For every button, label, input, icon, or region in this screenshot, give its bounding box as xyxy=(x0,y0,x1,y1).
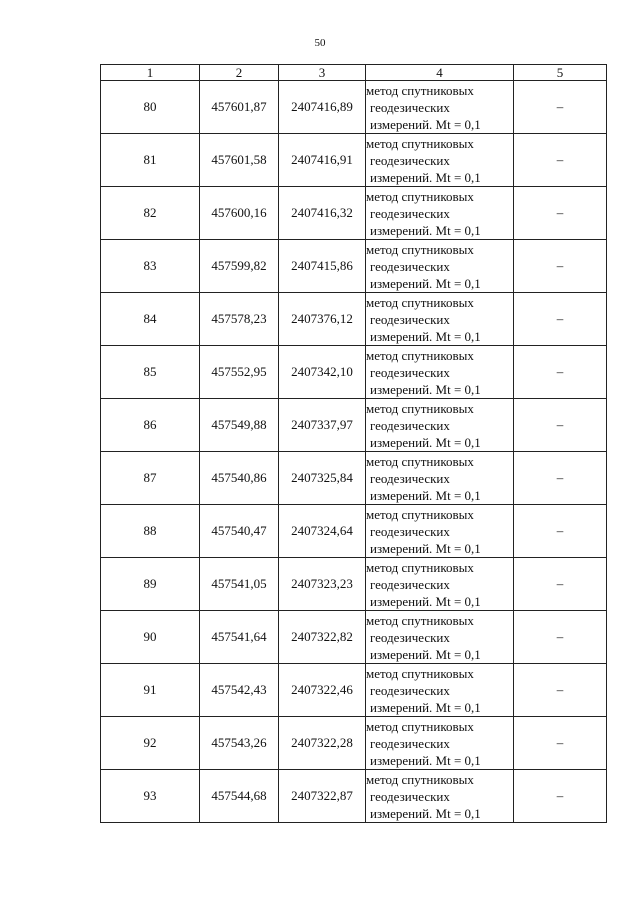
method-line: метод спутниковых xyxy=(366,559,474,575)
method-line: геодезических xyxy=(370,152,450,168)
table-header xyxy=(101,65,607,81)
header-cell-3: 3 xyxy=(279,65,366,81)
method-line: геодезических xyxy=(370,629,450,645)
point-number-cell: 91 xyxy=(101,664,200,717)
point-number-cell: 89 xyxy=(101,558,200,611)
method-line: метод спутниковых xyxy=(366,400,474,416)
method-line: геодезических xyxy=(370,258,450,274)
x-coordinate-cell: 457540,47 xyxy=(200,505,279,558)
method-line: измерений. Mt = 0,1 xyxy=(370,752,481,768)
method-line: измерений. Mt = 0,1 xyxy=(370,222,481,238)
method-line: измерений. Mt = 0,1 xyxy=(370,381,481,397)
method-line: измерений. Mt = 0,1 xyxy=(370,699,481,715)
column-5-cell: – xyxy=(514,664,607,717)
method-line: метод спутниковых xyxy=(366,135,474,151)
point-number-cell: 93 xyxy=(101,770,200,823)
method-cell xyxy=(366,717,514,770)
table-row xyxy=(101,134,607,187)
method-cell xyxy=(366,187,514,240)
method-cell xyxy=(366,505,514,558)
method-line: измерений. Mt = 0,1 xyxy=(370,116,481,132)
method-line: метод спутниковых xyxy=(366,82,474,98)
method-line: геодезических xyxy=(370,788,450,804)
method-line: метод спутниковых xyxy=(366,612,474,628)
point-number-cell: 87 xyxy=(101,452,200,505)
method-line: метод спутниковых xyxy=(366,347,474,363)
x-coordinate-cell: 457601,58 xyxy=(200,134,279,187)
y-coordinate-cell: 2407416,89 xyxy=(279,81,366,134)
x-coordinate-cell: 457578,23 xyxy=(200,293,279,346)
method-cell xyxy=(366,611,514,664)
method-line: измерений. Mt = 0,1 xyxy=(370,328,481,344)
method-line: геодезических xyxy=(370,735,450,751)
point-number-cell: 83 xyxy=(101,240,200,293)
table-row xyxy=(101,770,607,823)
x-coordinate-cell: 457543,26 xyxy=(200,717,279,770)
header-cell-1: 1 xyxy=(101,65,200,81)
y-coordinate-cell: 2407322,28 xyxy=(279,717,366,770)
page-number: 50 xyxy=(314,37,326,49)
table-row xyxy=(101,399,607,452)
point-number-cell: 80 xyxy=(101,81,200,134)
y-coordinate-cell: 2407322,87 xyxy=(279,770,366,823)
table-row xyxy=(101,293,607,346)
method-line: геодезических xyxy=(370,311,450,327)
method-line: геодезических xyxy=(370,417,450,433)
point-number-cell: 88 xyxy=(101,505,200,558)
y-coordinate-cell: 2407376,12 xyxy=(279,293,366,346)
method-line: метод спутниковых xyxy=(366,453,474,469)
x-coordinate-cell: 457600,16 xyxy=(200,187,279,240)
y-coordinate-cell: 2407323,23 xyxy=(279,558,366,611)
table-row xyxy=(101,611,607,664)
x-coordinate-cell: 457601,87 xyxy=(200,81,279,134)
x-coordinate-cell: 457541,05 xyxy=(200,558,279,611)
table-row xyxy=(101,717,607,770)
method-line: геодезических xyxy=(370,470,450,486)
point-number-cell: 86 xyxy=(101,399,200,452)
method-line: измерений. Mt = 0,1 xyxy=(370,540,481,556)
table-row xyxy=(101,664,607,717)
x-coordinate-cell: 457541,64 xyxy=(200,611,279,664)
column-5-cell: – xyxy=(514,611,607,664)
method-line: геодезических xyxy=(370,364,450,380)
table-row xyxy=(101,81,607,134)
method-line: геодезических xyxy=(370,205,450,221)
column-5-cell: – xyxy=(514,558,607,611)
method-cell xyxy=(366,134,514,187)
method-line: метод спутниковых xyxy=(366,771,474,787)
method-cell xyxy=(366,81,514,134)
point-number-cell: 85 xyxy=(101,346,200,399)
header-cell-4: 4 xyxy=(366,65,514,81)
method-line: измерений. Mt = 0,1 xyxy=(370,593,481,609)
table-row xyxy=(101,558,607,611)
point-number-cell: 82 xyxy=(101,187,200,240)
method-line: геодезических xyxy=(370,682,450,698)
method-line: геодезических xyxy=(370,523,450,539)
method-line: метод спутниковых xyxy=(366,718,474,734)
table-row xyxy=(101,240,607,293)
method-cell xyxy=(366,293,514,346)
column-5-cell: – xyxy=(514,187,607,240)
method-line: метод спутниковых xyxy=(366,665,474,681)
y-coordinate-cell: 2407416,32 xyxy=(279,187,366,240)
coordinates-table xyxy=(100,64,607,823)
method-cell xyxy=(366,452,514,505)
column-5-cell: – xyxy=(514,505,607,558)
column-5-cell: – xyxy=(514,452,607,505)
method-cell xyxy=(366,240,514,293)
y-coordinate-cell: 2407416,91 xyxy=(279,134,366,187)
table-body xyxy=(101,81,607,823)
table-row xyxy=(101,187,607,240)
y-coordinate-cell: 2407324,64 xyxy=(279,505,366,558)
method-cell xyxy=(366,346,514,399)
column-5-cell: – xyxy=(514,770,607,823)
x-coordinate-cell: 457544,68 xyxy=(200,770,279,823)
method-cell xyxy=(366,399,514,452)
table-row xyxy=(101,452,607,505)
method-cell xyxy=(366,664,514,717)
method-cell xyxy=(366,558,514,611)
method-line: геодезических xyxy=(370,576,450,592)
header-cell-5: 5 xyxy=(514,65,607,81)
point-number-cell: 84 xyxy=(101,293,200,346)
point-number-cell: 92 xyxy=(101,717,200,770)
column-5-cell: – xyxy=(514,240,607,293)
x-coordinate-cell: 457599,82 xyxy=(200,240,279,293)
x-coordinate-cell: 457549,88 xyxy=(200,399,279,452)
point-number-cell: 90 xyxy=(101,611,200,664)
method-line: метод спутниковых xyxy=(366,294,474,310)
y-coordinate-cell: 2407322,46 xyxy=(279,664,366,717)
column-5-cell: – xyxy=(514,81,607,134)
y-coordinate-cell: 2407322,82 xyxy=(279,611,366,664)
column-5-cell: – xyxy=(514,717,607,770)
column-5-cell: – xyxy=(514,399,607,452)
method-line: измерений. Mt = 0,1 xyxy=(370,487,481,503)
column-5-cell: – xyxy=(514,346,607,399)
x-coordinate-cell: 457540,86 xyxy=(200,452,279,505)
point-number-cell: 81 xyxy=(101,134,200,187)
column-5-cell: – xyxy=(514,293,607,346)
method-line: метод спутниковых xyxy=(366,241,474,257)
x-coordinate-cell: 457542,43 xyxy=(200,664,279,717)
method-cell xyxy=(366,770,514,823)
method-line: измерений. Mt = 0,1 xyxy=(370,169,481,185)
y-coordinate-cell: 2407415,86 xyxy=(279,240,366,293)
method-line: измерений. Mt = 0,1 xyxy=(370,646,481,662)
x-coordinate-cell: 457552,95 xyxy=(200,346,279,399)
method-line: метод спутниковых xyxy=(366,188,474,204)
method-line: измерений. Mt = 0,1 xyxy=(370,805,481,821)
y-coordinate-cell: 2407337,97 xyxy=(279,399,366,452)
method-line: измерений. Mt = 0,1 xyxy=(370,275,481,291)
column-5-cell: – xyxy=(514,134,607,187)
method-line: геодезических xyxy=(370,99,450,115)
table-row xyxy=(101,346,607,399)
method-line: измерений. Mt = 0,1 xyxy=(370,434,481,450)
y-coordinate-cell: 2407325,84 xyxy=(279,452,366,505)
header-cell-2: 2 xyxy=(200,65,279,81)
method-line: метод спутниковых xyxy=(366,506,474,522)
table-row xyxy=(101,505,607,558)
y-coordinate-cell: 2407342,10 xyxy=(279,346,366,399)
header-row xyxy=(101,65,607,81)
